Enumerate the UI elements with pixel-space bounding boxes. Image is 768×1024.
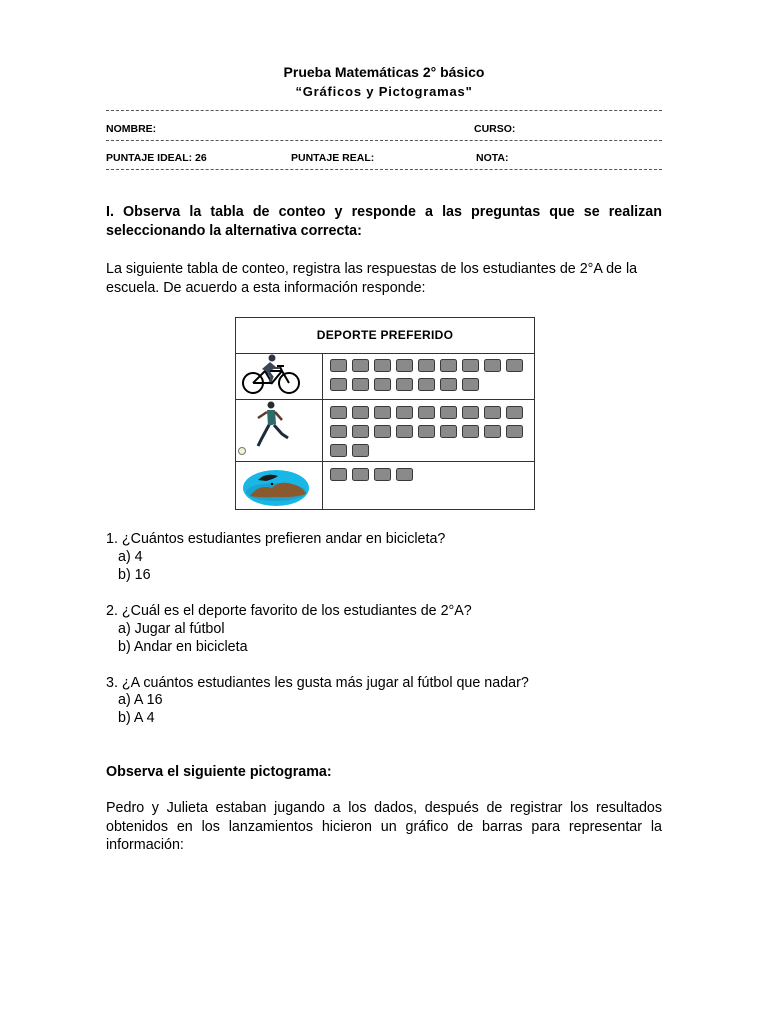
pictogram-heading: Observa el siguiente pictograma: <box>106 764 332 780</box>
tally-mark <box>418 378 435 391</box>
nombre-label: NOMBRE: <box>106 123 157 135</box>
swimmer-icon <box>236 462 322 509</box>
tally-mark <box>396 378 413 391</box>
section-intro: La siguiente tabla de conteo, registra las respuestas de los estudiantes de 2°A de la escuela. De acuerdo a esta información responde: <box>106 261 638 296</box>
swimming-cell <box>236 462 323 509</box>
tally-table-title: DEPORTE PREFERIDO <box>236 318 534 354</box>
tally-mark <box>374 406 391 419</box>
tally-table <box>235 317 535 510</box>
soccer-player-icon <box>236 400 322 461</box>
swimming-tally-marks <box>330 468 540 487</box>
divider <box>106 169 662 170</box>
puntaje-ideal-label: PUNTAJE IDEAL: 26 <box>106 152 207 164</box>
bicycle-icon <box>236 353 322 399</box>
tally-mark <box>352 378 369 391</box>
bicycle-cell <box>236 353 323 399</box>
pictogram-paragraph: Pedro y Julieta estaban jugando a los dados, después de registrar los resultados obtenidos en los lanzamientos hicieron un gráfico de barras para representar la información: <box>106 800 662 853</box>
question-2-option-b: b) Andar en bicicleta <box>118 639 248 655</box>
tally-mark <box>352 468 369 481</box>
tally-mark <box>440 425 457 438</box>
tally-mark <box>396 468 413 481</box>
question-2-option-a: a) Jugar al fútbol <box>118 621 225 637</box>
page-title: Prueba Matemáticas 2° básico <box>283 64 485 80</box>
tally-mark <box>462 378 479 391</box>
nota-label: NOTA: <box>476 152 509 164</box>
divider <box>106 110 662 111</box>
tally-mark <box>462 425 479 438</box>
question-3-option-a: a) A 16 <box>118 692 163 708</box>
tally-mark <box>352 406 369 419</box>
tally-mark <box>484 406 501 419</box>
tally-mark <box>462 359 479 372</box>
tally-row-swimming <box>236 462 534 509</box>
tally-mark <box>396 359 413 372</box>
tally-mark <box>374 425 391 438</box>
soccer-cell <box>236 400 323 461</box>
tally-mark <box>484 359 501 372</box>
tally-row-soccer <box>236 400 534 462</box>
question-1: 1. ¿Cuántos estudiantes prefieren andar en bicicleta? <box>106 531 446 547</box>
tally-row-bicycle <box>236 353 534 400</box>
tally-mark <box>330 425 347 438</box>
tally-mark <box>440 378 457 391</box>
tally-mark <box>330 468 347 481</box>
tally-mark <box>374 359 391 372</box>
tally-mark <box>330 406 347 419</box>
tally-mark <box>418 359 435 372</box>
tally-mark <box>330 444 347 457</box>
question-2: 2. ¿Cuál es el deporte favorito de los estudiantes de 2°A? <box>106 603 472 619</box>
tally-mark <box>506 425 523 438</box>
tally-mark <box>418 425 435 438</box>
tally-mark <box>374 378 391 391</box>
section-instruction: I. Observa la tabla de conteo y responde a las preguntas que se realizan seleccionando la alternativa correcta: <box>106 204 662 239</box>
question-1-option-a: a) 4 <box>118 549 143 565</box>
tally-mark <box>352 425 369 438</box>
question-1-option-b: b) 16 <box>118 567 151 583</box>
tally-mark <box>330 378 347 391</box>
tally-mark <box>396 425 413 438</box>
tally-mark <box>506 406 523 419</box>
tally-mark <box>418 406 435 419</box>
tally-mark <box>484 425 501 438</box>
curso-label: CURSO: <box>474 123 516 135</box>
question-3: 3. ¿A cuántos estudiantes les gusta más jugar al fútbol que nadar? <box>106 675 529 691</box>
tally-mark <box>440 359 457 372</box>
tally-mark <box>352 444 369 457</box>
tally-mark <box>440 406 457 419</box>
divider <box>106 140 662 141</box>
bicycle-tally-marks <box>330 359 540 397</box>
tally-mark <box>374 468 391 481</box>
question-3-option-b: b) A 4 <box>118 710 155 726</box>
page-subtitle: “Gráficos y Pictogramas" <box>295 84 473 99</box>
tally-mark <box>396 406 413 419</box>
soccer-tally-marks <box>330 406 540 463</box>
tally-mark <box>462 406 479 419</box>
puntaje-real-label: PUNTAJE REAL: <box>291 152 375 164</box>
tally-mark <box>506 359 523 372</box>
tally-mark <box>352 359 369 372</box>
tally-mark <box>330 359 347 372</box>
